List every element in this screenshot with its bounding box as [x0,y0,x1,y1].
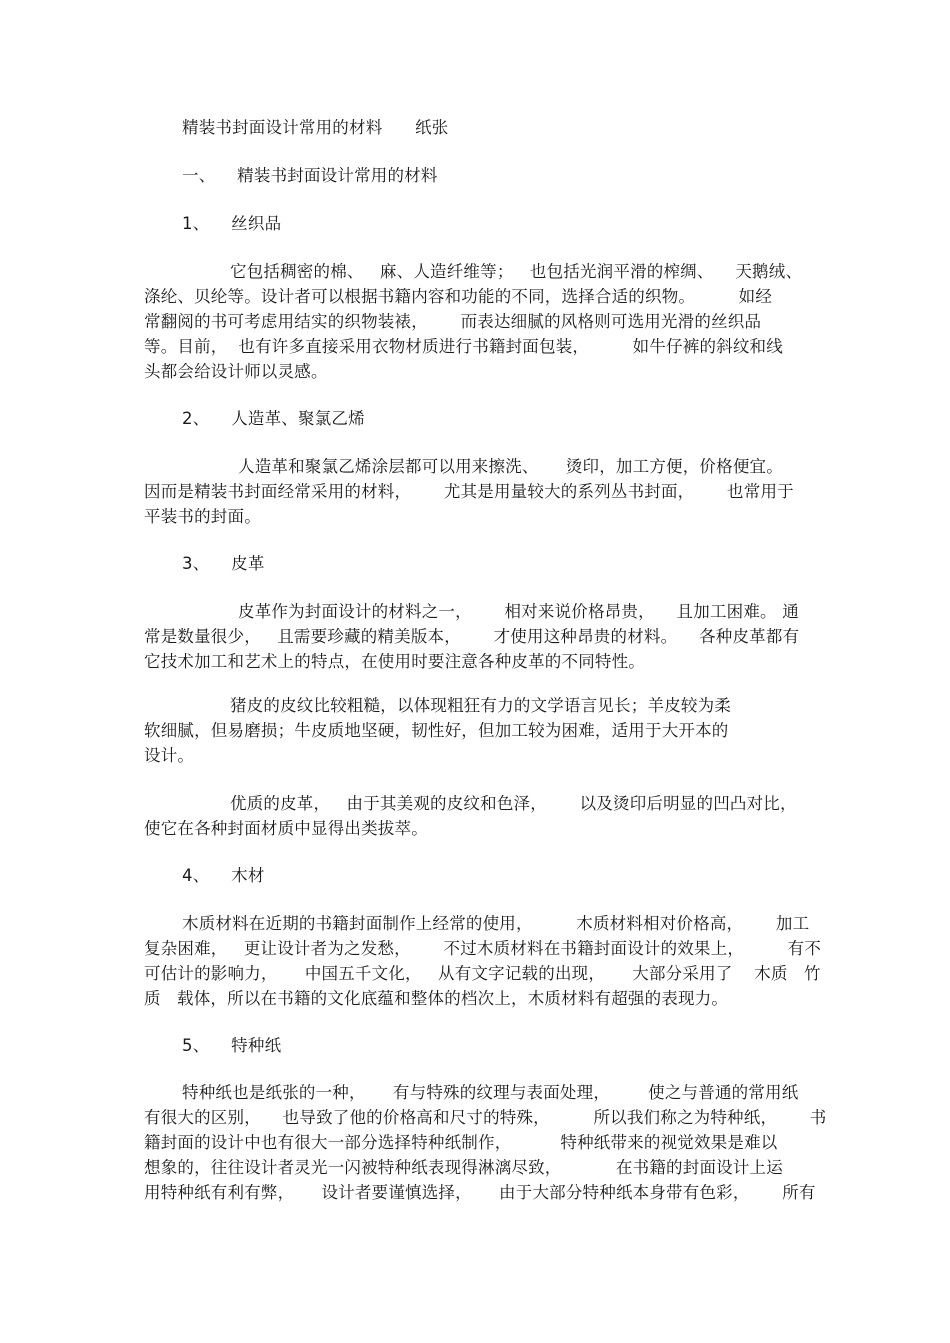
paragraph-line: 常是数量很少， 且需要珍藏的精美版本， 才使用这种昂贵的材料。 各种皮革都有 [144,627,800,646]
paragraph-line: 用特种纸有利有弊， 设计者要谨慎选择， 由于大部分特种纸本身带有色彩， 所有 [144,1183,816,1202]
paragraph-line: 优质的皮革， 由于其美观的皮纹和色泽， 以及烫印后明显的凹凸对比， [230,794,797,813]
section-heading-silk: 1、 丝织品 [182,214,282,233]
paragraph-line: 头都会给设计师以灵感。 [144,362,328,381]
paragraph-line: 可估计的影响力， 中国五千文化， 从有文字记载的出现， 大部分采用了 木质 竹 [144,964,821,983]
paragraph-line: 特种纸也是纸张的一种， 有与特殊的纹理与表面处理， 使之与普通的常用纸 [182,1083,799,1102]
paragraph-line: 猪皮的皮纹比较粗糙，以体现粗狂有力的文学语言见长；羊皮较为柔 [230,696,731,715]
paragraph-line: 有很大的区别， 也导致了他的价格高和尺寸的特殊， 所以我们称之为特种纸， 书 [144,1108,827,1127]
paragraph-line: 籍封面的设计中也有很大一部分选择特种纸制作， 特种纸带来的视觉效果是难以 [144,1133,778,1152]
section-heading-specialty-paper: 5、 特种纸 [182,1036,282,1055]
paragraph-line: 涤纶、贝纶等。设计者可以根据书籍内容和功能的不同，选择合适的织物。 如经 [144,287,773,306]
paragraph-line: 质 载体，所以在书籍的文化底蕴和整体的档次上，木质材料有超强的表现力。 [144,989,729,1008]
section-heading-wood: 4、 木材 [182,866,265,885]
paragraph-line: 皮革作为封面设计的材料之一， 相对来说价格昂贵， 且加工困难。 通 [238,602,799,621]
document-title: 精装书封面设计常用的材料 纸张 [182,118,449,137]
paragraph-line: 人造革和聚氯乙烯涂层都可以用来擦洗、 烫印，加工方便，价格便宜。 [238,457,783,476]
paragraph-line: 软细腻，但易磨损；牛皮质地坚硬，韧性好，但加工较为困难，适用于大开本的 [144,721,729,740]
section-heading-leather: 3、 皮革 [182,554,265,573]
paragraph-line: 它包括稠密的棉、 麻、人造纤维等； 也包括光润平滑的榨绸、 天鹅绒、 [230,262,803,281]
paragraph-line: 它技术加工和艺术上的特点，在使用时要注意各种皮革的不同特性。 [144,652,645,671]
paragraph-line: 使它在各种封面材质中显得出类拔萃。 [144,819,428,838]
paragraph-line: 想象的，往往设计者灵光一闪被特种纸表现得淋漓尽致， 在书籍的封面设计上运 [144,1158,783,1177]
paragraph-line: 常翻阅的书可考虑用结实的织物装裱， 而表达细腻的风格则可选用光滑的丝织品 [144,312,762,331]
paragraph-line: 等。目前， 也有许多直接采用衣物材质进行书籍封面包装， 如牛仔裤的斜纹和线 [144,337,783,356]
paragraph-line: 木质材料在近期的书籍封面制作上经常的使用， 木质材料相对价格高， 加工 [182,914,810,933]
paragraph-line: 设计。 [144,746,195,765]
section-heading-leatherette: 2、 人造革、聚氯乙烯 [182,409,365,428]
main-heading: 一、 精装书封面设计常用的材料 [182,166,438,185]
paragraph-line: 复杂困难， 更让设计者为之发愁， 不过木质材料在书籍封面设计的效果上， 有不 [144,939,822,958]
paragraph-line: 因而是精装书封面经常采用的材料， 尤其是用量较大的系列丛书封面， 也常用于 [144,482,794,501]
paragraph-line: 平装书的封面。 [144,507,261,526]
